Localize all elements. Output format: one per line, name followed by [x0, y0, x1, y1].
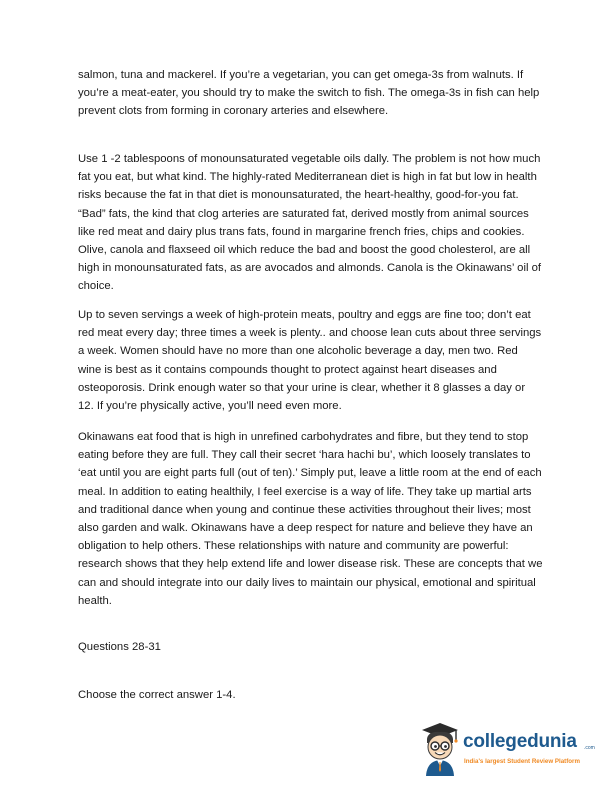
brand-tagline: India's largest Student Review Platform — [464, 758, 580, 765]
brand-name: collegedunia — [463, 731, 577, 752]
paragraph-oils: Use 1 -2 tablespoons of monounsaturated vegetable oils dally. The problem is not how much fat you eat, but what kind. The highly-rated Mediterranean diet is high in fat but low in health risks because the fat in that diet is monounsaturated, the heart-healthy, good-for-you fat. “Bad” fats, the kind that clog arteries are saturated fat, derived mostly from animal sources like red meat and dairy plus trans fats, found in margarine french fries, chips and cookies. Olive, canola and flaxseed oil which reduce the bad and boost the good cholesterol, are all high in monounsaturated fats, as are avocados and almonds. Canola is the Okinawans’ oil of choice. — [78, 153, 542, 293]
paragraph-omega3: salmon, tuna and mackerel. If you’re a vegetarian, you can get omega-3s from walnuts. If you’re a meat-eater, you should try to make the switch to fish. The omega-3s in fish can help prevent clots from forming in coronary arteries and elsewhere. — [78, 69, 540, 118]
questions-heading: Questions 28-31 — [78, 641, 161, 653]
paragraph-okinawans: Okinawans eat food that is high in unrefined carbohydrates and fibre, but they tend to stop eating before they are full. They call their secret ‘hara hachi bu’, which loosely translates to ‘eat until you are eight parts full (out of ten).’ Simply put, leave a little room at the end of each meal. In addition to eating healthily, I feel exercise is a way of life. They take up martial arts and traditional dance when young and continue these activities throughout their lives; most also garden and walk. Okinawans have a deep respect for nature and believe they have an obligation to help others. These relationships with nature and community are powerful: research shows that they help extend life and lower disease risk. These are concepts that we can and should integrate into our daily lives to maintain our physical, emotional and spiritual health. — [78, 431, 543, 607]
collegedunia-logo — [418, 721, 598, 781]
brand-tld: .com — [584, 745, 595, 751]
paragraph-protein: Up to seven servings a week of high-protein meats, poultry and eggs are fine too; don’t eat red meat every day; three times a week is plenty.. and choose lean cuts about three servings a week. Women should have no more than one alcoholic beverage a day, men two. Red wine is best as it contains compounds thought to protect against heart diseases and osteoporosis. Drink enough water so that your urine is clear, whether it 8 glasses a day or 12. If you’re physically active, you’ll need even more. — [78, 309, 542, 413]
student-avatar-icon — [418, 721, 462, 777]
questions-instruction: Choose the correct answer 1-4. — [78, 689, 236, 701]
